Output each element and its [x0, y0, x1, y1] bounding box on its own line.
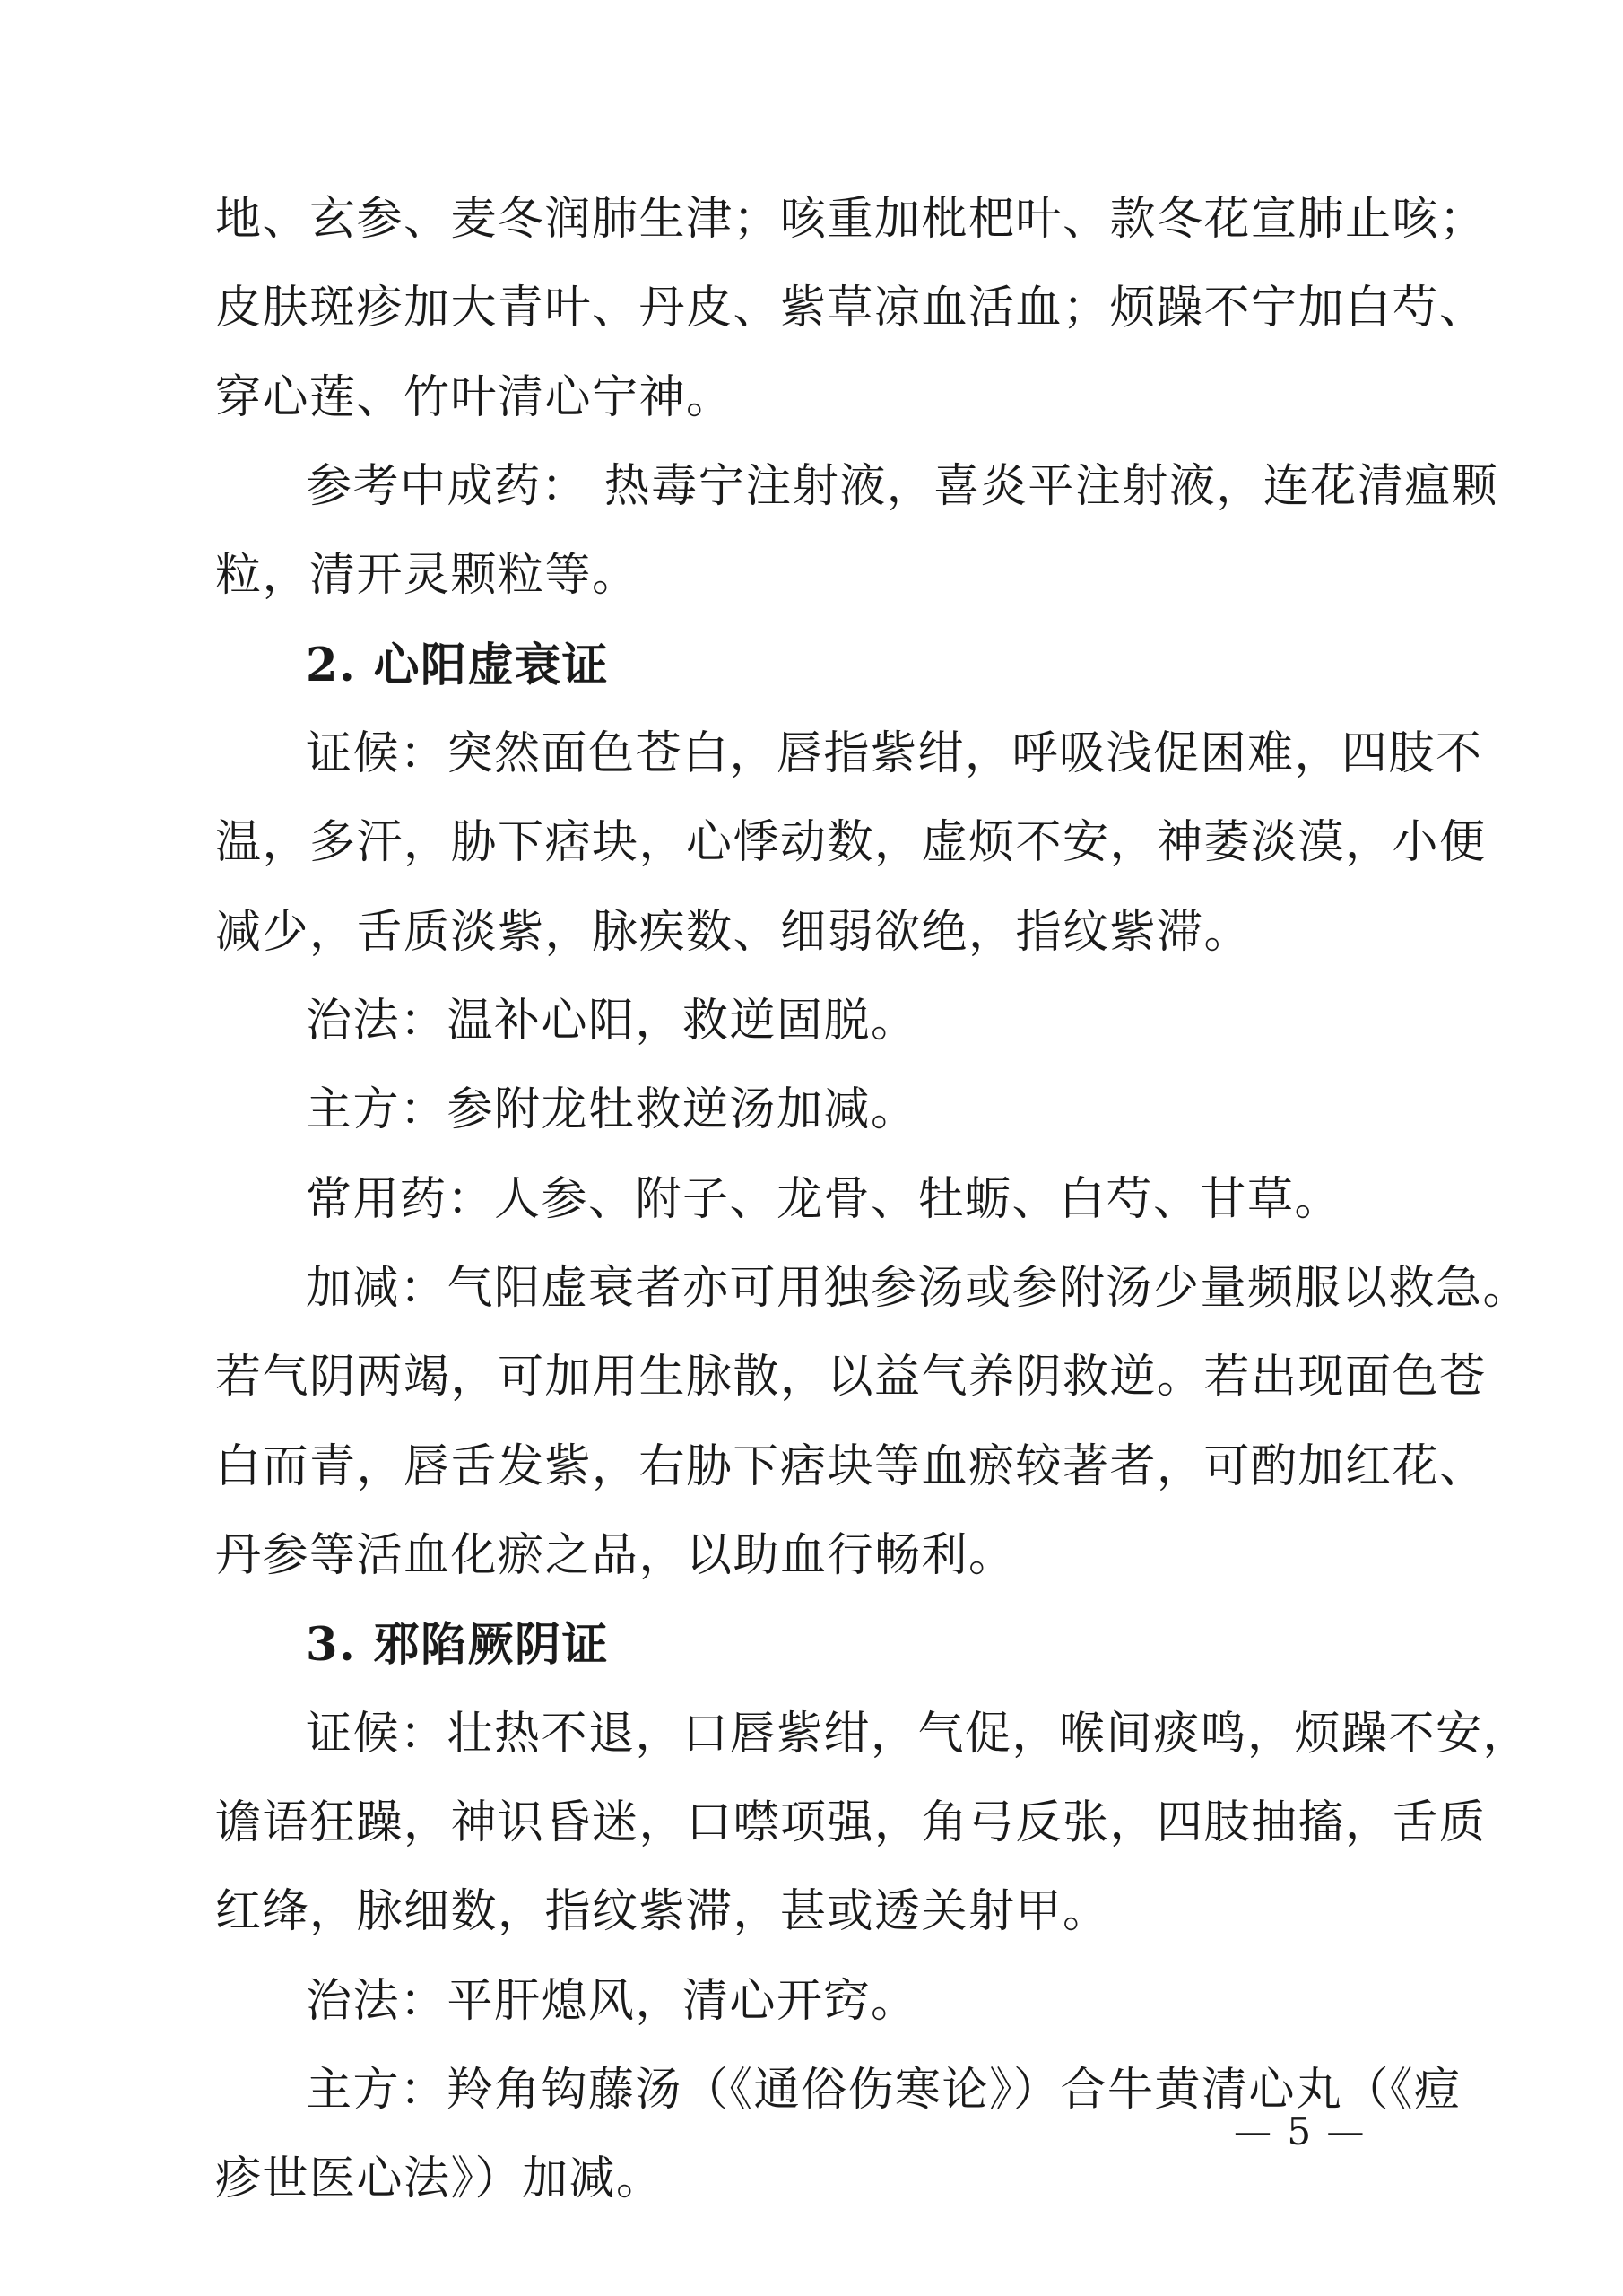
text-line: 皮肤斑疹加大青叶、丹皮、紫草凉血活血；烦躁不宁加白芍、 — [215, 282, 1487, 335]
text-line: 疹世医心法》）加减。 — [215, 2152, 664, 2205]
text-line: 地、玄参、麦冬润肺生津；咳重加枇杷叶、款冬花宣肺止咳； — [215, 193, 1487, 246]
text-line: 治法：温补心阳，救逆固脱。 — [306, 995, 918, 1048]
section-heading: 3. 邪陷厥阴证 — [306, 1618, 609, 1672]
text-line: 温，多汗，胁下痞块，心悸动数，虚烦不安，神萎淡漠，小便 — [215, 816, 1487, 869]
section-heading: 2. 心阳虚衰证 — [306, 639, 609, 692]
text-line: 主方：羚角钩藤汤（《通俗伤寒论》）合牛黄清心丸（《痘 — [306, 2064, 1462, 2117]
text-line: 粒，清开灵颗粒等。 — [215, 549, 639, 602]
page-number: — 5 — — [1234, 2109, 1367, 2153]
text-line: 谵语狂躁，神识昏迷，口噤项强，角弓反张，四肢抽搐，舌质 — [215, 1796, 1487, 1849]
text-line: 加减：气阳虚衰者亦可用独参汤或参附汤少量频服以救急。 — [306, 1262, 1531, 1315]
text-line: 白而青，唇舌发紫，右胁下痞块等血瘀较著者，可酌加红花、 — [215, 1440, 1487, 1493]
text-line: 证候：壮热不退，口唇紫绀，气促，喉间痰鸣，烦躁不安， — [306, 1708, 1531, 1761]
text-line: 减少，舌质淡紫，脉疾数、细弱欲绝，指纹紫滞。 — [215, 906, 1252, 959]
text-line: 常用药：人参、附子、龙骨、牡蛎、白芍、甘草。 — [306, 1173, 1342, 1226]
text-line: 穿心莲、竹叶清心宁神。 — [215, 371, 733, 424]
text-line: 主方：参附龙牡救逆汤加减。 — [306, 1083, 918, 1136]
text-line: 红绛，脉细数，指纹紫滞，甚或透关射甲。 — [215, 1885, 1110, 1938]
text-line: 丹参等活血化瘀之品，以助血行畅利。 — [215, 1529, 1016, 1582]
text-line: 参考中成药： 热毒宁注射液，喜炎平注射液，连花清瘟颗 — [306, 460, 1499, 513]
text-line: 证候：突然面色苍白，唇指紫绀，呼吸浅促困难，四肢不 — [306, 727, 1483, 780]
text-line: 若气阴两竭，可加用生脉散，以益气养阴救逆。若出现面色苍 — [215, 1351, 1487, 1404]
text-line: 治法：平肝熄风，清心开窍。 — [306, 1975, 918, 2028]
